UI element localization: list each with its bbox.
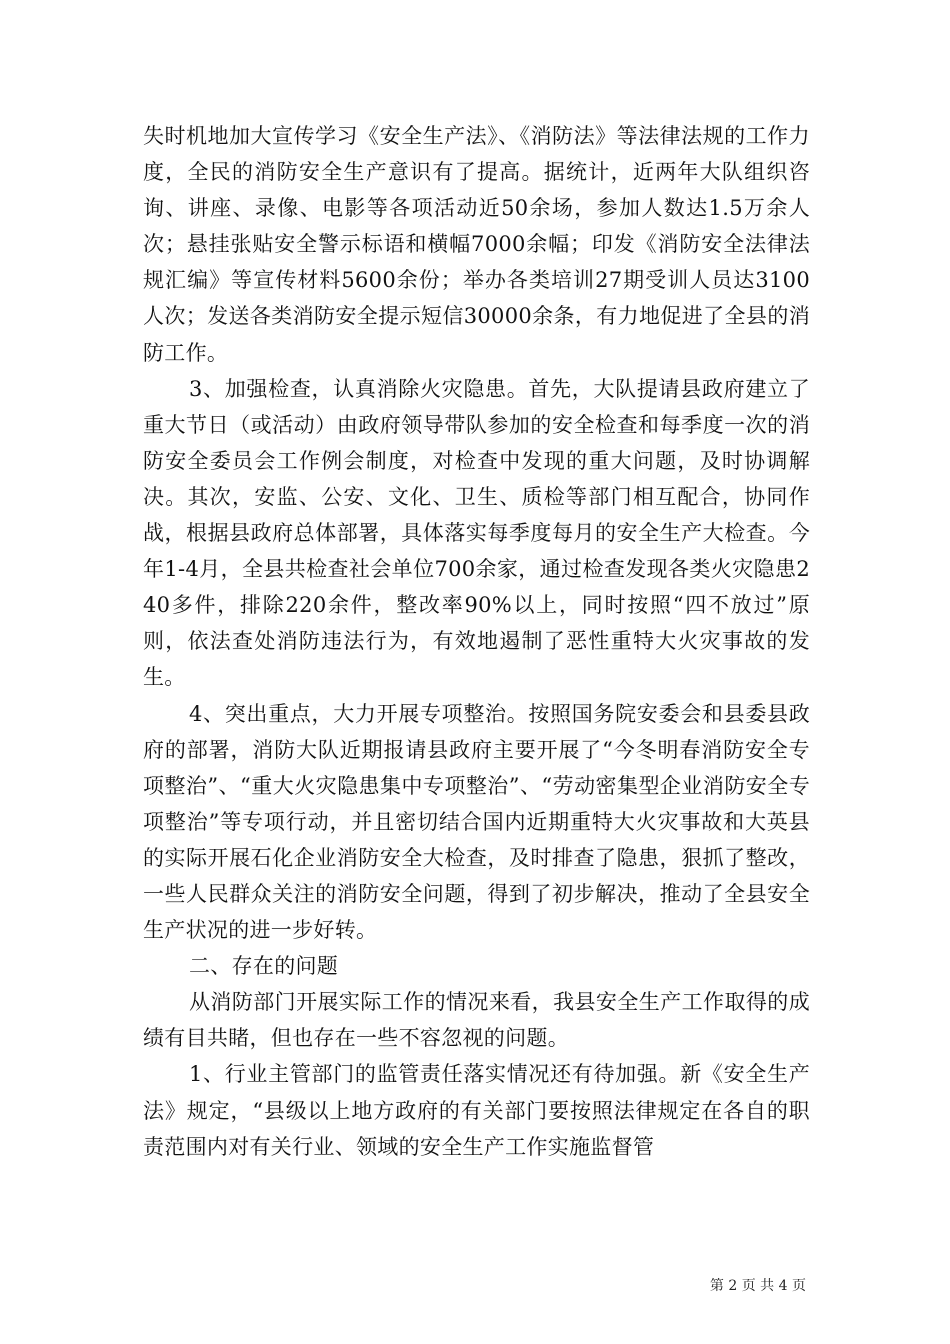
paragraph-problems-intro: 从消防部门开展实际工作的情况来看，我县安全生产工作取得的成绩有目共睹，但也存在一些不容忽视的问题。	[143, 990, 810, 1051]
document-body	[143, 118, 810, 1165]
section-heading-existing-problems: 二、存在的问题	[189, 954, 339, 979]
paragraph-special-rectification: 4、突出重点，大力开展专项整治。按照国务院安委会和县委县政府的部署，消防大队近期报请县政府主要开展了“今冬明春消防安全专项整治”、“重大火灾隐患集中专项整治”、“劳动密集型企业消防安全专项整治”等专项行动，并且密切结合国内近期重特大火灾事故和大英县的实际开展石化企业消防安全大检查，及时排查了隐患，狠抓了整改，一些人民群众关注的消防安全问题，得到了初步解决，推动了全县安全生产状况的进一步好转。	[143, 701, 810, 943]
paragraph-inspection: 3、加强检查，认真消除火灾隐患。首先，大队提请县政府建立了重大节日（或活动）由政府领导带队参加的安全检查和每季度一次的消防安全委员会工作例会制度，对检查中发现的重大问题，及时协调解决。其次，安监、公安、文化、卫生、质检等部门相互配合，协同作战，根据县政府总体部署，具体落实每季度每月的安全生产大检查。今年1-4月，全县共检查社会单位700余家，通过检查发现各类火灾隐患240多件，排除220余件，整改率90%以上，同时按照“四不放过”原则，依法查处消防违法行为，有效地遏制了恶性重特大火灾事故的发生。	[143, 376, 810, 690]
paragraph-supervision-responsibility: 1、行业主管部门的监管责任落实情况还有待加强。新《安全生产法》规定，“县级以上地方政府的有关部门要按照法律规定在各自的职责范围内对有关行业、领域的安全生产工作实施监督管	[143, 1062, 810, 1159]
page-number-footer: 第 2 页 共 4 页	[709, 1278, 806, 1294]
paragraph-publicity-results: 失时机地加大宣传学习《安全生产法》、《消防法》等法律法规的工作力度，全民的消防安全生产意识有了提高。据统计，近两年大队组织咨询、讲座、录像、电影等各项活动近50余场，参加人数达1.5万余人次；悬挂张贴安全警示标语和横幅7000余幅；印发《消防安全法律法规汇编》等宣传材料5600余份；举办各类培训27期受训人员达3100人次；发送各类消防安全提示短信30000余条，有力地促进了全县的消防工作。	[143, 124, 810, 365]
